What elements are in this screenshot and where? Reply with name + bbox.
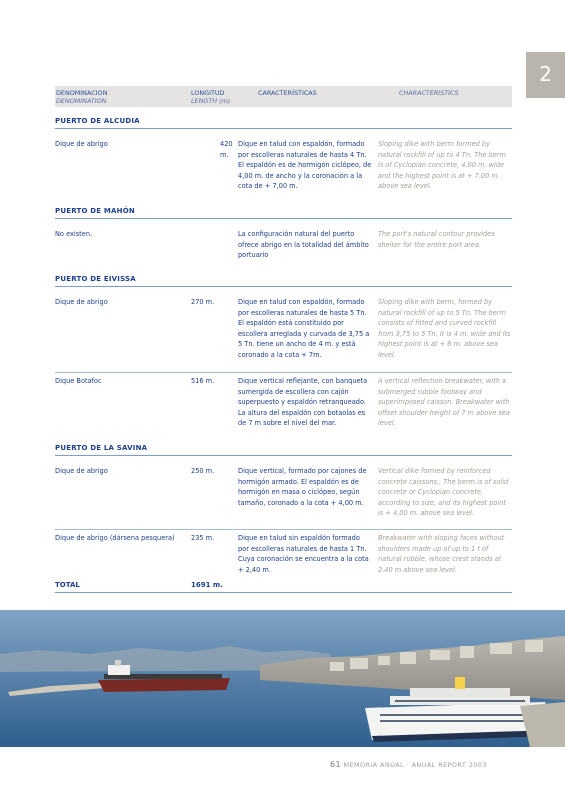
row-name: Dique de abrigo [55, 467, 108, 475]
header-characteristics-es: CARACTERÍSTICAS [258, 89, 317, 97]
footer-text: MEMORIA ANUAL · ANUAL REPORT 2003 [343, 761, 487, 769]
chapter-tab: 2 [526, 52, 565, 98]
row-characteristics-en: Sloping dike with berm formed by natural rockfill of up to 4 Tn. The berm is of Cyclopian concrete, 4.00 m. wide and the highest point is at + 7.00 m. above sea level. [378, 140, 506, 191]
total-label: TOTAL [55, 581, 80, 589]
table-row [55, 297, 512, 373]
row-name: Dique de abrigo (dársena pesquera) [55, 534, 175, 542]
row-characteristics-en: Sloping dike with berm, formed by natural rockfill of up to 5 Tn. The berm consists of fitted and curved rockfill from 3,75 to 5 Tn. It is 4 m. wide and its highest point is at + 6 m. above sea level. [378, 298, 511, 359]
section-title: PUERTO DE MAHÓN [55, 207, 135, 215]
row-length: 516 m. [191, 377, 215, 385]
page-footer [330, 760, 487, 769]
section-alcudia [55, 115, 512, 129]
section-title: PUERTO DE EIVISSA [55, 275, 136, 283]
row-characteristics-es: Dique en talud con espaldón, formado por escolleras naturales de hasta 5 Tn. El espaldón está constituido por escollera arreglada y curvada de 3,75 a 5 Tn. tiene un ancho de 4 m. y está coronado a la cota + 7m. [238, 298, 370, 359]
row-characteristics-en: The port's natural contour provides shelter for the entire port area. [378, 230, 495, 249]
row-name: No existen. [55, 230, 93, 238]
row-name: Dique Botafoc [55, 377, 102, 385]
page-number: 61 [330, 760, 341, 769]
row-length: 250 m. [191, 467, 215, 475]
section-mahon [55, 205, 512, 219]
table-row [55, 533, 512, 579]
row-characteristics-es: Dique vertical reflejante, con banqueta sumergida de escollera con cajón superpuesto y espaldón retranqueado. La altura del espaldón con botaolas es de 7 m sobre el nivel del mar. [238, 377, 368, 428]
harbor-photo-illustration [0, 610, 565, 747]
section-title: PUERTO DE ALCUDIA [55, 117, 140, 125]
total-value: 1691 m. [191, 581, 223, 589]
row-characteristics-en: A vertical reflection breakwater, with a submerged rubble footway and superimposed caisson. Breakwater with offset shoulder height of 7 m above sea level. [378, 377, 510, 428]
header-characteristics-en: CHARACTERISTICS [399, 89, 459, 97]
header-denomination-en: DENOMINATION [56, 97, 107, 105]
section-title: PUERTO DE LA SAVINA [55, 444, 148, 452]
section-savina [55, 442, 512, 456]
header-length-es: LONGITUD [191, 89, 225, 97]
row-name: Dique de abrigo [55, 298, 108, 306]
row-length: 235 m. [191, 534, 215, 542]
harbor-photo [0, 610, 565, 747]
row-characteristics-es: La configuración natural del puerto ofrece abrigo en la totalidad del ámbito portuario [238, 230, 369, 260]
row-characteristics-en: Breakwater with sloping faces without shoulders made up of up to 1 t of natural rubble, whose crest stands at 2.40 m above sea level. [378, 534, 505, 574]
table-header [55, 86, 512, 107]
header-length-en: LENGTH (m) [191, 97, 231, 105]
row-name: Dique de abrigo [55, 140, 108, 148]
table-row [55, 376, 512, 442]
table-row [55, 139, 512, 205]
row-characteristics-es: Dique en talud sin espaldón formado por escolleras naturales de hasta 1 Tn. Cuya coronación se encuentra a la cota + 2,40 m. [238, 534, 369, 574]
section-eivissa [55, 273, 512, 287]
header-denomination-es: DENOMINACION [56, 89, 108, 97]
breakwater-table [55, 86, 512, 593]
row-length: 420 m. [220, 140, 233, 159]
row-characteristics-es: Dique vertical, formado por cajones de hormigón armado. El espaldón es de hormigón en masa o ciclópeo, según tamaño, coronado a la cota + 4,00 m. [238, 467, 367, 507]
row-length: 270 m. [191, 298, 215, 306]
row-characteristics-en: Vertical dike formed by reinforced concrete caissons,. The berm is of solid concrete or Cyclopian concrete, according to size, and its highest point is + 4,00 m. above sea level. [378, 467, 509, 518]
row-characteristics-es: Dique en talud con espaldón, formado por escolleras naturales de hasta 4 Tn. El espaldón es de hormigón ciclópeo, de 4,00 m. de ancho y la coronación a la cota de + 7,00 m. [238, 140, 372, 191]
total-row [55, 579, 512, 593]
table-row [55, 466, 512, 530]
table-row [55, 229, 512, 273]
